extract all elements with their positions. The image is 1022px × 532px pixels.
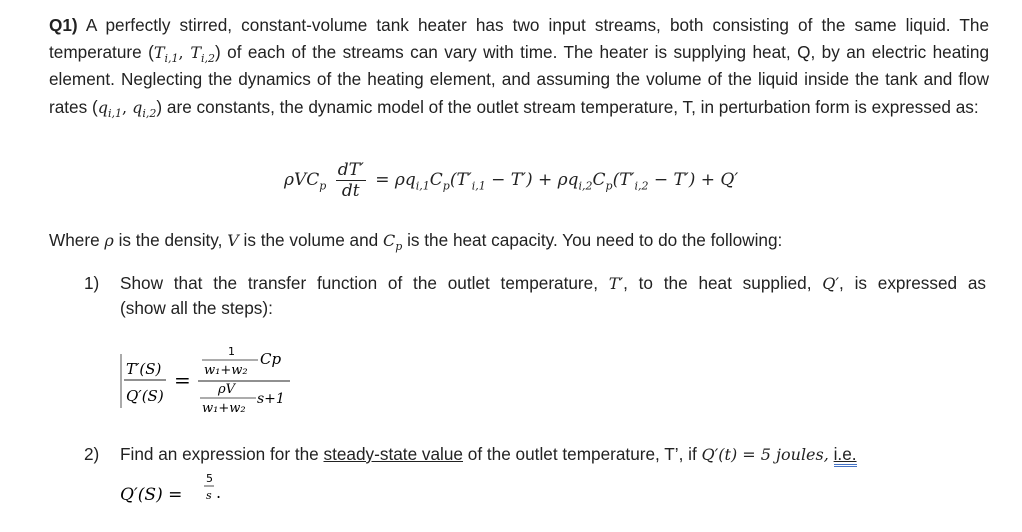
question-label: Q1) (49, 15, 78, 35)
tf-inner-s: s+1 (257, 391, 285, 407)
tf-lhs-num: T′(S) (126, 360, 162, 378)
temp-symbol-2: $T_{i,2}$ (190, 43, 215, 66)
intro-text-1: A perfectly stirred, constant-volume tank heater has two input streams, both consisting of the same liquid. The temperature ( (49, 15, 989, 63)
ie-abbrev: i.e. (834, 444, 857, 467)
flow-symbol-1: $q_{i,1}$ (97, 97, 122, 120)
eq3-num: 5 (206, 472, 213, 485)
energy-balance-equation: ρVC$_p$ $\frac{dT'}{dt}$ = $\rho q_{i,1}C_p(T'_{i,1} - T') + \rho q_{i,2}C_p(T'_{i,2} - T') + Q'$ (284, 160, 739, 201)
item-2-number: 2) (84, 444, 100, 464)
eq3-period: . (216, 483, 222, 502)
eq3-lhs: Q′(S) = (120, 485, 183, 505)
item-1-text-cont: (show all the steps): (120, 298, 273, 318)
item-1-text: Show that the transfer function of the outlet temperature, T′, to the heat supplied, Q′, is expressed as (120, 273, 987, 293)
transfer-function-equation (118, 340, 318, 430)
intro-text-2: ) of each of the streams can vary with time. The heater is supplying heat, Q, by an electric heating element. Neglecting the dynamics of the heating element, and assuming the volume of the liquid inside the tank and flow rates ( (49, 42, 989, 117)
problem-statement: Q1) A perfectly stirred, constant-volume tank heater has two input streams, both consisting of the same liquid. The temperature ($T_{i,1}$, $T_{i,2}$) of each of the streams can vary with time. The heater is supplying heat, Q, by an electric heating element. Neglecting the dynamics of the heating element, and assuming the volume of the liquid inside the tank and flow rates ($q_{i,1}$, $q_{i,2}$) are constants, the dynamic model of the outlet stream temperature, T, in perturbation form is expressed as: (49, 15, 989, 120)
intro-text-3: ) are constants, the dynamic model of the outlet stream temperature, T, in perturbation form is expressed as: (156, 96, 979, 117)
laplace-input-equation (118, 468, 258, 518)
flow-symbol-2: $q_{i,2}$ (132, 97, 157, 120)
eq3-den: s (206, 489, 212, 502)
derivative-fraction: $\frac{dT'}{dt}$ (337, 160, 364, 201)
steady-state-term: steady-state value (323, 444, 463, 464)
tf-inner-cp: Cp (260, 350, 282, 368)
variable-definitions: Where ρ is the density, V is the volume and $C_p$ is the heat capacity. You need to do the following: (49, 230, 783, 254)
tf-equals: = (174, 368, 191, 392)
tf-inner-den-2: w₁+w₂ (202, 401, 246, 416)
tf-lhs-den: Q′(S) (126, 387, 164, 405)
tf-inner-num-2: ρV (218, 382, 236, 397)
item-1-number: 1) (84, 273, 100, 293)
item-2-text: Find an expression for the steady-state value of the outlet temperature, T’, if Q′(t) = 5 joules, i.e. (120, 442, 857, 467)
tf-inner-den-1: w₁+w₂ (204, 363, 248, 378)
tf-inner-num-1: 1 (228, 345, 235, 358)
temp-symbol-1: $T_{i,1}$ (153, 43, 179, 66)
